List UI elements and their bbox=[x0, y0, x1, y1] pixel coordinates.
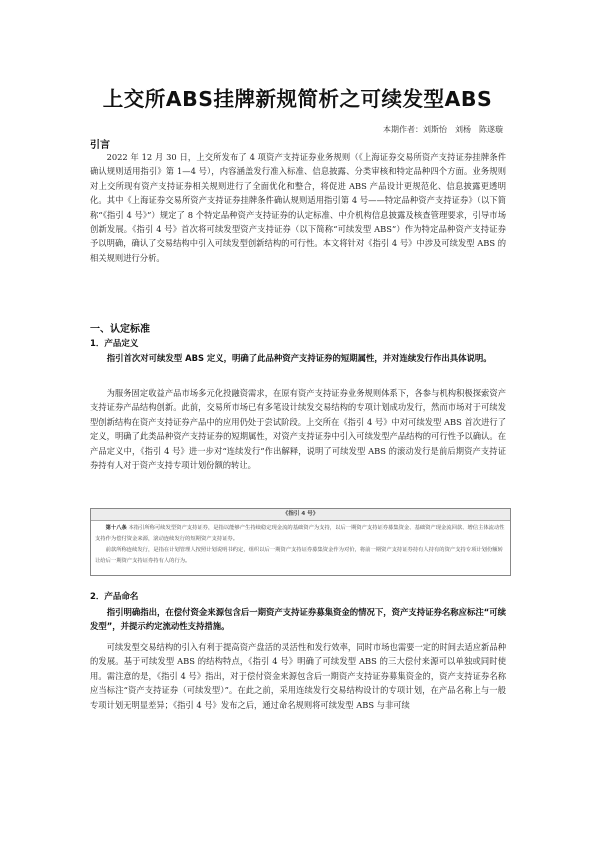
subsection-2-lead: 指引明确指出，在偿付资金来源包含后一期资产支持证券募集资金的情况下，资产支持证券名称应标注“可续发型”，并提示约定流动性支持措施。 bbox=[90, 607, 506, 632]
subsection-1-lead: 指引首次对可续发型 ABS 定义，明确了此品种资产支持证券的短期属性，并对连续发行作出具体说明。 bbox=[106, 353, 492, 363]
quote-paragraph-1-text: 本指引所称可续发型资产支持证券，是指以能够产生持续稳定现金流的基础资产为支持，以后一期资产支持证券募集资金、基础资产现金流回款、增信主体流动性支持作为偿付资金来源，滚动连续发行的短期资产支持证券。 bbox=[95, 525, 505, 542]
subsection-2-paragraph: 可续发型交易结构的引入有利于提高资产盘活的灵活性和发行效率，同时市场也需要一定的时间去适应新品种的发展。基于可续发型 ABS 的结构特点，《指引 4 号》明确了可续发型 ABS 的三大偿付来源可以单独或同时使用。需注意的是，《指引 4 号》指出，对于偿付资金来源包含后一期资产支持证券募集资金的，资产支持证券名称应当标注“资产支持证券（可续发型）”。在此之前，采用连续发行交易结构设计的专项计划，在产品名称上与一般专项计划无明显差异；《指引 4 号》发布之后，通过命名规则将可续发型 ABS 与非可续 bbox=[90, 642, 506, 710]
subsection-2-heading: 2．产品命名 bbox=[90, 592, 139, 602]
intro-paragraph: 2022 年 12 月 30 日，上交所发布了 4 项资产支持证券业务规则（《上海证券交易所资产支持证券挂牌条件确认规则适用指引》第 1—4 号），内容涵盖发行准入标准、信息披露、分类审核和特定品种四个方面。业务规则对上交所现有资产支持证券相关规则进行了全面优化和整合，将促进 ABS 产品设计更规范化、信息披露更透明化。其中《上海证券交易所资产支持证券挂牌条件确认规则适用指引第 4 号——特定品种资产支持证券》（以下简称“《指引 4 号》”）规定了 8 个特定品种资产支持证券的认定标准、中介机构信息披露及核查管理要求，引导市场创新发展。《指引 4 号》首次将可续发型资产支持证券（以下简称“可续发型 ABS”）作为特定品种资产支持证券予以明确，确认了交易结构中引入可续发型创新结构的可行性。本文将针对《指引 4 号》中涉及可续发型 ABS 的相关规则进行分析。 bbox=[90, 152, 506, 263]
page-title: 上交所ABS挂牌新规简析之可续发型ABS bbox=[102, 87, 493, 111]
quote-body bbox=[91, 521, 510, 567]
subsection-1-paragraph: 为服务固定收益产品市场多元化投融资需求，在原有资产支持证券业务规则体系下，各参与机构积极探索资产支持证券产品结构创新。此前，交易所市场已有多笔设计续发交易结构的专项计划成功发行，然而市场对于可续发型创新结构在资产支持证券产品中的应用仍处于尝试阶段。上交所在《指引 4 号》中对可续发型 ABS 首次进行了定义，明确了此类品种资产支持证券的短期属性，对资产支持证券中引入可续发型产品结构的可行性予以确认。在产品定义中，《指引 4 号》进一步对“连续发行”作出解释，说明了可续发型 ABS 的滚动发行是前后期资产支持证券持有人对于资产支持专项计划份额的转让。 bbox=[90, 388, 506, 471]
quote-title: 《指引 4 号》 bbox=[91, 509, 510, 521]
intro-heading: 引言 bbox=[90, 140, 110, 151]
quote-article-label: 第十八条 bbox=[105, 525, 127, 531]
regulation-quote-box bbox=[90, 508, 511, 576]
section-1-heading: 一、认定标准 bbox=[90, 324, 150, 335]
subsection-1-heading: 1．产品定义 bbox=[90, 339, 139, 349]
quote-paragraph-1 bbox=[95, 523, 506, 545]
quote-paragraph-2: 前款所称连续发行，是指在计划管理人按照计划说明书约定，组织以后一期资产支持证券募集资金作为对价，将前一期资产支持证券持有人持有的资产支持专项计划份额转让给后一期资产支持证券持有人的行为。 bbox=[95, 547, 503, 564]
author-line: 本期作者：刘斯怡 刘杨 陈遂璇 bbox=[383, 125, 503, 134]
